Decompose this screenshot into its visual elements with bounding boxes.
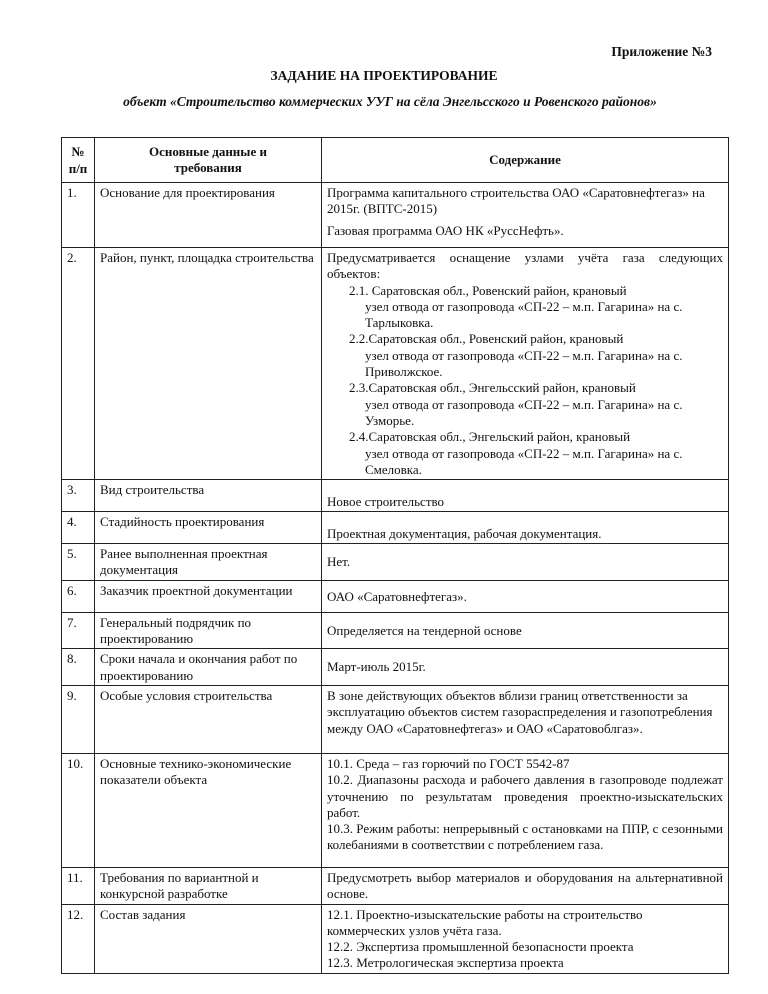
content-paragraph: 10.3. Режим работы: непрерывный с остановками на ППР, с сезонными колебаниями в соответствии с потреблением газа. bbox=[327, 821, 723, 853]
row-num: 7. bbox=[62, 612, 95, 649]
row-content: Проектная документация, рабочая документация. bbox=[322, 512, 729, 544]
row-requirement: Особые условия строительства bbox=[95, 685, 322, 753]
row-num: 6. bbox=[62, 580, 95, 612]
row-requirement: Сроки начала и окончания работ по проектированию bbox=[95, 649, 322, 686]
location-item-line: 2.1. Саратовская обл., Ровенский район, крановый bbox=[349, 282, 627, 298]
content-paragraph: Газовая программа ОАО НК «РуссНефть». bbox=[327, 222, 564, 238]
table-row bbox=[62, 512, 729, 544]
row-num: 11. bbox=[62, 867, 95, 904]
content-paragraph: 12.2. Экспертиза промышленной безопасности проекта bbox=[327, 939, 634, 955]
location-item-detail: узел отвода от газопровода «СП-22 – м.п. Гагарина» на с. Приволжское. bbox=[365, 347, 683, 380]
document-subtitle: объект «Строительство коммерческих УУГ на сёла Энгельсского и Ровенского районов» bbox=[123, 94, 657, 109]
row-content: Март-июль 2015г. bbox=[322, 649, 729, 686]
requirements-table bbox=[61, 137, 729, 974]
content-paragraph: 12.1. Проектно-изыскательские работы на строительство коммерческих узлов учёта газа. bbox=[327, 906, 643, 938]
row-content bbox=[322, 248, 729, 480]
location-item-line: 2.4.Саратовская обл., Энгельский район, крановый bbox=[349, 429, 631, 445]
content-paragraph: 10.1. Среда – газ горючий по ГОСТ 5542-87 bbox=[327, 755, 570, 771]
location-item-line: 2.2.Саратовская обл., Ровенский район, крановый bbox=[349, 331, 624, 347]
location-item bbox=[327, 380, 723, 429]
table-row bbox=[62, 685, 729, 753]
row-num: 5. bbox=[62, 544, 95, 581]
row-content bbox=[322, 904, 729, 973]
row-requirement: Требования по вариантной и конкурсной разработке bbox=[95, 867, 322, 904]
row-requirement: Состав задания bbox=[95, 904, 322, 973]
row-num: 2. bbox=[62, 248, 95, 480]
header-num-line2: п/п bbox=[68, 160, 88, 176]
content-paragraph: Программа капитального строительства ОАО «Саратовнефтегаз» на 2015г. (ВПТС-2015) bbox=[327, 185, 705, 217]
table-row bbox=[62, 183, 729, 248]
location-item-detail: узел отвода от газопровода «СП-22 – м.п. Гагарина» на с. Смеловка. bbox=[365, 445, 683, 477]
header-content: Содержание bbox=[322, 138, 729, 183]
document-title: ЗАДАНИЕ НА ПРОЕКТИРОВАНИЕ bbox=[270, 68, 498, 83]
location-item bbox=[327, 429, 723, 478]
table-row bbox=[62, 480, 729, 512]
table-row bbox=[62, 649, 729, 686]
row-num: 8. bbox=[62, 649, 95, 686]
location-item bbox=[327, 331, 723, 380]
location-item bbox=[327, 283, 723, 332]
header-num-line1: № bbox=[71, 144, 85, 160]
header-requirements: Основные данные и требования bbox=[95, 138, 322, 183]
row-num: 3. bbox=[62, 480, 95, 512]
table-header-row bbox=[62, 138, 729, 183]
row-content: В зоне действующих объектов вблизи границ ответственности за эксплуатацию объектов систем газораспределения и газопотребления между ОАО «Саратовнефтегаз» и ОАО «Саратовоблгаз». bbox=[322, 685, 729, 753]
table-row bbox=[62, 753, 729, 867]
table-row bbox=[62, 612, 729, 649]
row-num: 10. bbox=[62, 753, 95, 867]
location-item-detail: узел отвода от газопровода «СП-22 – м.п. Гагарина» на с. Узморье. bbox=[365, 396, 683, 428]
table-row bbox=[62, 580, 729, 612]
row-requirement: Ранее выполненная проектная документация bbox=[95, 544, 322, 581]
row-requirement: Район, пункт, площадка строительства bbox=[95, 248, 322, 480]
row-num: 12. bbox=[62, 904, 95, 973]
row-requirement: Основные технико-экономические показатели объекта bbox=[95, 753, 322, 867]
content-paragraph: 10.2. Диапазоны расхода и рабочего давления в газопроводе подлежат уточнению по результатам проведения проектно-изыскательских работ. bbox=[327, 772, 723, 820]
row-requirement: Стадийность проектирования bbox=[95, 512, 322, 544]
location-item-detail: узел отвода от газопровода «СП-22 – м.п. Гагарина» на с. Тарлыковка. bbox=[365, 298, 683, 331]
row-num: 9. bbox=[62, 685, 95, 753]
location-item-line: 2.3.Саратовская обл., Энгельсский район, крановый bbox=[349, 380, 636, 396]
row-content: Определяется на тендерной основе bbox=[322, 612, 729, 649]
table-row bbox=[62, 248, 729, 480]
row-requirement: Основание для проектирования bbox=[95, 183, 322, 248]
table-row bbox=[62, 867, 729, 904]
content-intro: Предусматривается оснащение узлами учёта газа следующих объектов: bbox=[327, 250, 723, 282]
content-paragraph: 12.3. Метрологическая экспертиза проекта bbox=[327, 955, 564, 971]
row-content: ОАО «Саратовнефтегаз». bbox=[322, 580, 729, 612]
header-num bbox=[62, 138, 95, 183]
row-requirement: Заказчик проектной документации bbox=[95, 580, 322, 612]
row-content: Предусмотреть выбор материалов и оборудования на альтернативной основе. bbox=[322, 867, 729, 904]
table-row bbox=[62, 544, 729, 581]
row-content bbox=[322, 183, 729, 248]
row-content: Нет. bbox=[322, 544, 729, 581]
row-content bbox=[322, 753, 729, 867]
row-requirement: Генеральный подрядчик по проектированию bbox=[95, 612, 322, 649]
table-row bbox=[62, 904, 729, 973]
row-num: 4. bbox=[62, 512, 95, 544]
appendix-label: Приложение №3 bbox=[611, 44, 712, 59]
row-num: 1. bbox=[62, 183, 95, 248]
row-content: Новое строительство bbox=[322, 480, 729, 512]
row-requirement: Вид строительства bbox=[95, 480, 322, 512]
